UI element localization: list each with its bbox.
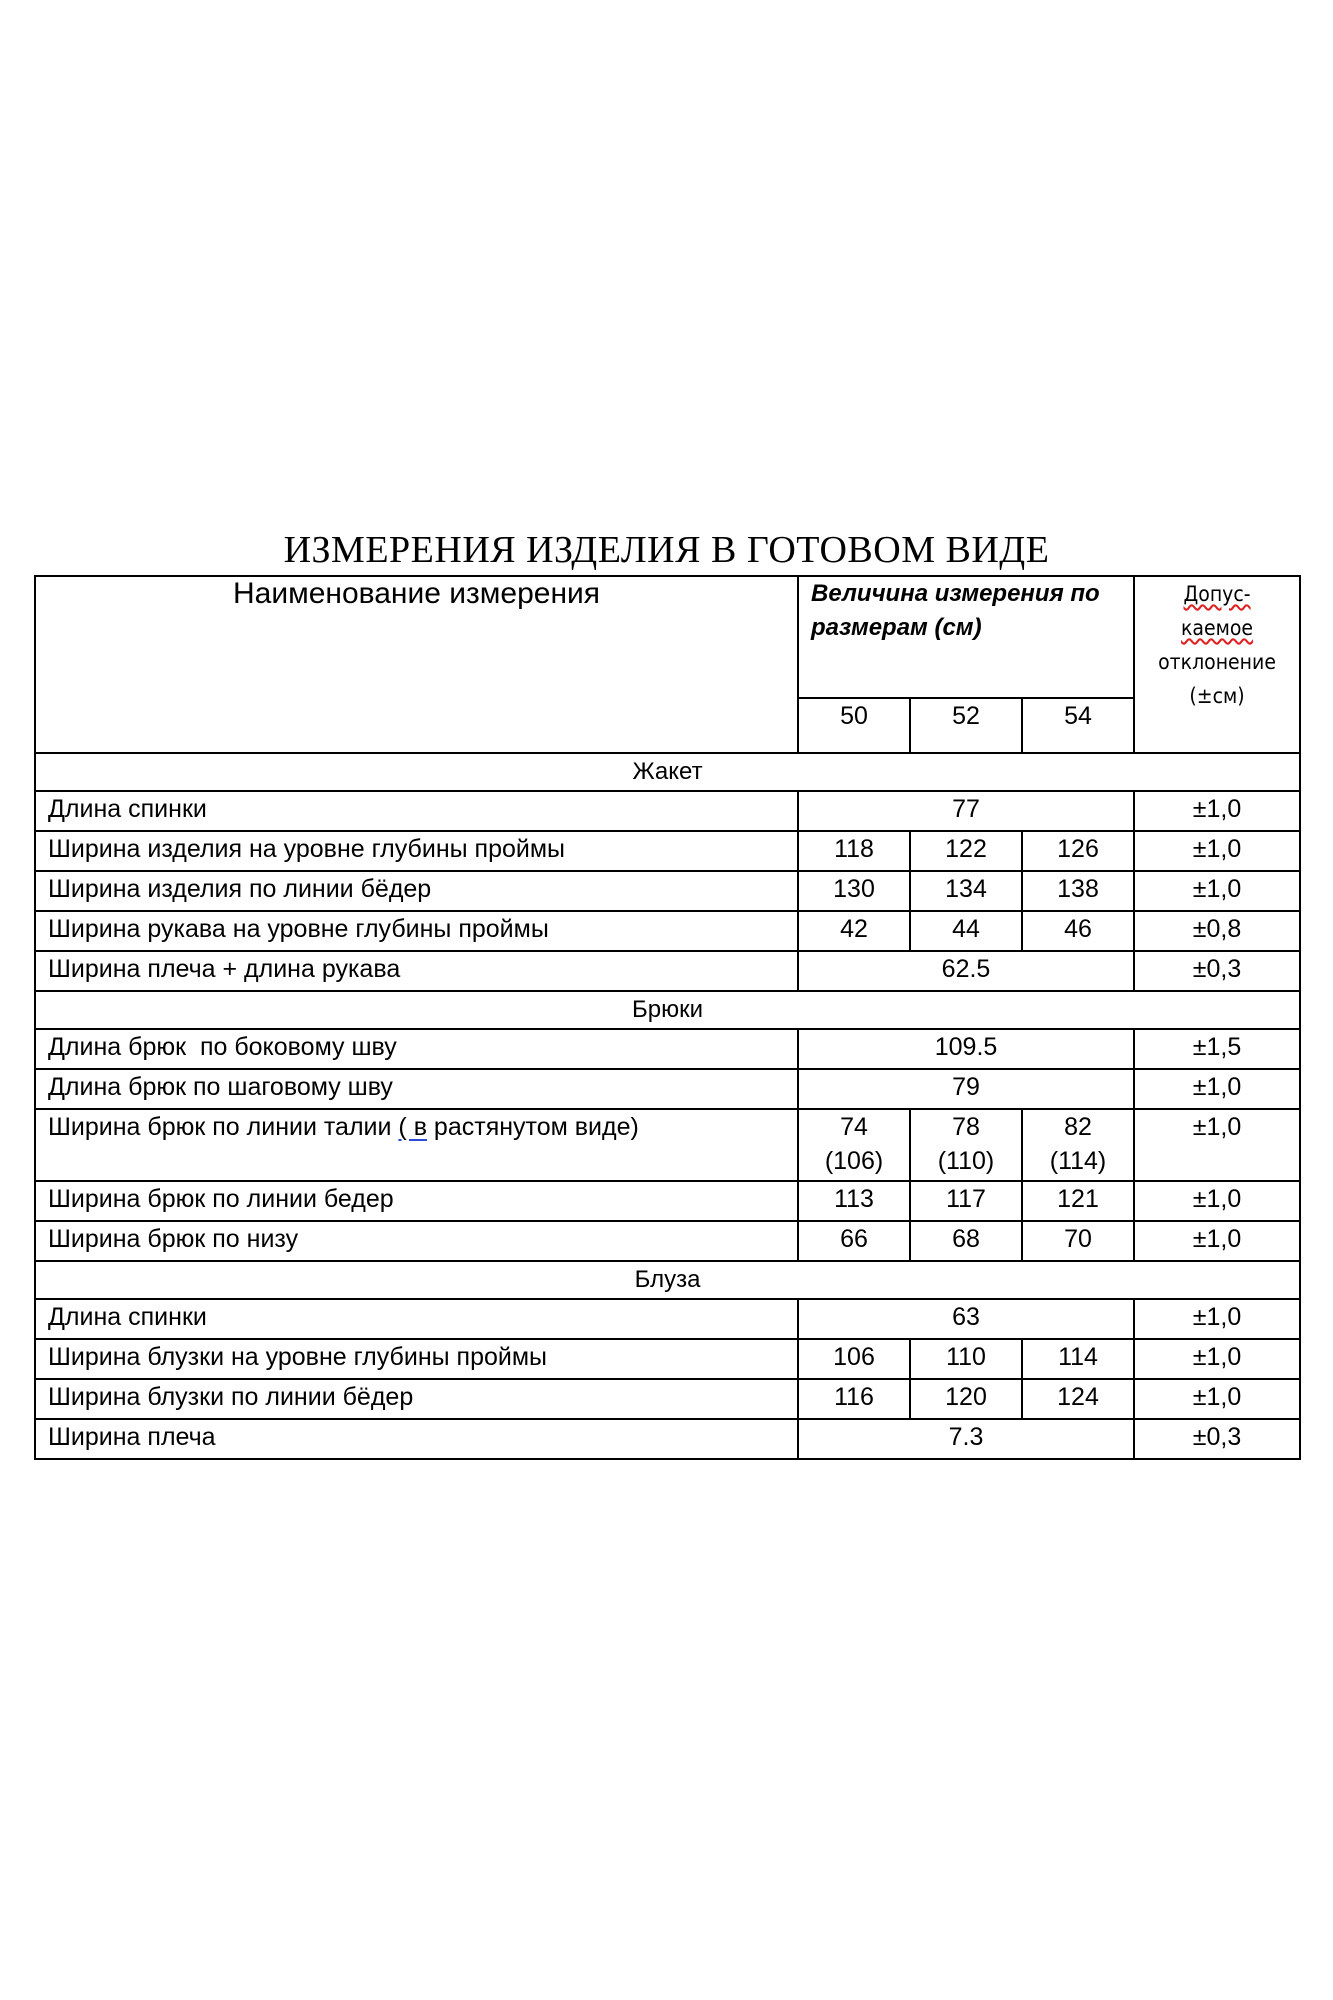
measure-name: Ширина рукава на уровне глубины проймы — [35, 911, 798, 951]
measure-value-merged: 77 — [798, 791, 1134, 831]
measure-tolerance: ±1,0 — [1134, 1069, 1300, 1109]
section-row-jacket — [35, 753, 1300, 791]
table-row — [35, 1181, 1300, 1221]
header-row — [35, 576, 1300, 698]
table-row — [35, 911, 1300, 951]
measure-tolerance: ±0,3 — [1134, 1419, 1300, 1459]
section-title: Жакет — [35, 753, 1300, 791]
measure-value-merged: 7.3 — [798, 1419, 1134, 1459]
size-54: 54 — [1022, 698, 1134, 753]
measure-value: 68 — [910, 1221, 1022, 1261]
measure-name-link: ( в — [398, 1113, 427, 1141]
measure-value: 120 — [910, 1379, 1022, 1419]
table-row — [35, 1299, 1300, 1339]
header-tolerance-cell — [1134, 576, 1300, 753]
measurements-table — [34, 575, 1301, 1460]
measure-value: 44 — [910, 911, 1022, 951]
tolerance-line1: Допус- — [1183, 582, 1251, 606]
measure-value: 122 — [910, 831, 1022, 871]
measure-value — [1022, 1109, 1134, 1181]
measure-value-main: 74 — [840, 1113, 868, 1141]
measure-value — [910, 1109, 1022, 1181]
measure-tolerance: ±1,0 — [1134, 1339, 1300, 1379]
measure-value-stretched: (114) — [1049, 1147, 1107, 1175]
section-title: Брюки — [35, 991, 1300, 1029]
measure-value — [798, 1109, 910, 1181]
measure-name: Ширина блузки на уровне глубины проймы — [35, 1339, 798, 1379]
measure-tolerance: ±1,0 — [1134, 1221, 1300, 1261]
measure-value: 116 — [798, 1379, 910, 1419]
measure-value: 118 — [798, 831, 910, 871]
measure-value: 134 — [910, 871, 1022, 911]
tolerance-line3: отклонение — [1158, 650, 1276, 674]
measure-name: Ширина плеча — [35, 1419, 798, 1459]
measure-value: 124 — [1022, 1379, 1134, 1419]
measure-tolerance: ±0,8 — [1134, 911, 1300, 951]
measure-value: 110 — [910, 1339, 1022, 1379]
measure-value: 66 — [798, 1221, 910, 1261]
table-row — [35, 871, 1300, 911]
table-row — [35, 1339, 1300, 1379]
measure-tolerance: ±1,0 — [1134, 871, 1300, 911]
measure-value-merged: 62.5 — [798, 951, 1134, 991]
measure-name: Длина брюк по шаговому шву — [35, 1069, 798, 1109]
measure-value-main: 78 — [952, 1113, 980, 1141]
measure-value-merged: 79 — [798, 1069, 1134, 1109]
measure-value: 42 — [798, 911, 910, 951]
measure-name: Ширина брюк по линии бедер — [35, 1181, 798, 1221]
header-size-cell: Величина измерения по размерам (см) — [798, 576, 1134, 698]
table-row — [35, 1379, 1300, 1419]
table-row — [35, 791, 1300, 831]
section-row-blouse — [35, 1261, 1300, 1299]
measure-tolerance: ±1,5 — [1134, 1029, 1300, 1069]
table-row — [35, 951, 1300, 991]
measure-value: 138 — [1022, 871, 1134, 911]
measure-value: 130 — [798, 871, 910, 911]
measure-value: 114 — [1022, 1339, 1134, 1379]
measure-value-stretched: (110) — [937, 1147, 995, 1175]
measure-value: 126 — [1022, 831, 1134, 871]
measure-name: Длина спинки — [35, 1299, 798, 1339]
measure-value: 117 — [910, 1181, 1022, 1221]
measure-name-part: растянутом виде) — [426, 1113, 639, 1141]
measure-tolerance: ±1,0 — [1134, 1379, 1300, 1419]
measure-value: 70 — [1022, 1221, 1134, 1261]
measure-value-main: 82 — [1064, 1113, 1092, 1141]
tolerance-line4: (±см) — [1189, 684, 1245, 708]
measure-name: Ширина блузки по линии бёдер — [35, 1379, 798, 1419]
table-row — [35, 1029, 1300, 1069]
section-row-trousers — [35, 991, 1300, 1029]
size-52: 52 — [910, 698, 1022, 753]
page-title: ИЗМЕРЕНИЯ ИЗДЕЛИЯ В ГОТОВОМ ВИДЕ — [283, 529, 1050, 571]
table-row — [35, 1221, 1300, 1261]
measure-value: 46 — [1022, 911, 1134, 951]
measure-value-merged: 63 — [798, 1299, 1134, 1339]
measure-name: Ширина брюк по низу — [35, 1221, 798, 1261]
measure-tolerance: ±1,0 — [1134, 1181, 1300, 1221]
table-row — [35, 1069, 1300, 1109]
measure-value-stretched: (106) — [824, 1147, 884, 1175]
measure-name — [35, 1109, 798, 1181]
measure-tolerance: ±1,0 — [1134, 831, 1300, 871]
measure-name: Длина брюк по боковому шву — [35, 1029, 798, 1069]
measure-name-part: Ширина брюк по линии талии — [48, 1113, 399, 1141]
measure-name: Ширина плеча + длина рукава — [35, 951, 798, 991]
measure-tolerance: ±1,0 — [1134, 1299, 1300, 1339]
tolerance-line2: каемое — [1181, 616, 1254, 640]
measure-value: 113 — [798, 1181, 910, 1221]
measure-tolerance: ±1,0 — [1134, 791, 1300, 831]
measure-tolerance: ±1,0 — [1134, 1109, 1300, 1181]
measure-name: Ширина изделия по линии бёдер — [35, 871, 798, 911]
section-title: Блуза — [35, 1261, 1300, 1299]
table-row — [35, 831, 1300, 871]
measure-name: Ширина изделия на уровне глубины проймы — [35, 831, 798, 871]
header-name-cell: Наименование измерения — [35, 576, 798, 753]
size-50: 50 — [798, 698, 910, 753]
measure-tolerance: ±0,3 — [1134, 951, 1300, 991]
measure-name: Длина спинки — [35, 791, 798, 831]
measure-value: 106 — [798, 1339, 910, 1379]
measure-value: 121 — [1022, 1181, 1134, 1221]
measure-value-merged: 109.5 — [798, 1029, 1134, 1069]
table-row — [35, 1419, 1300, 1459]
table-row — [35, 1109, 1300, 1181]
